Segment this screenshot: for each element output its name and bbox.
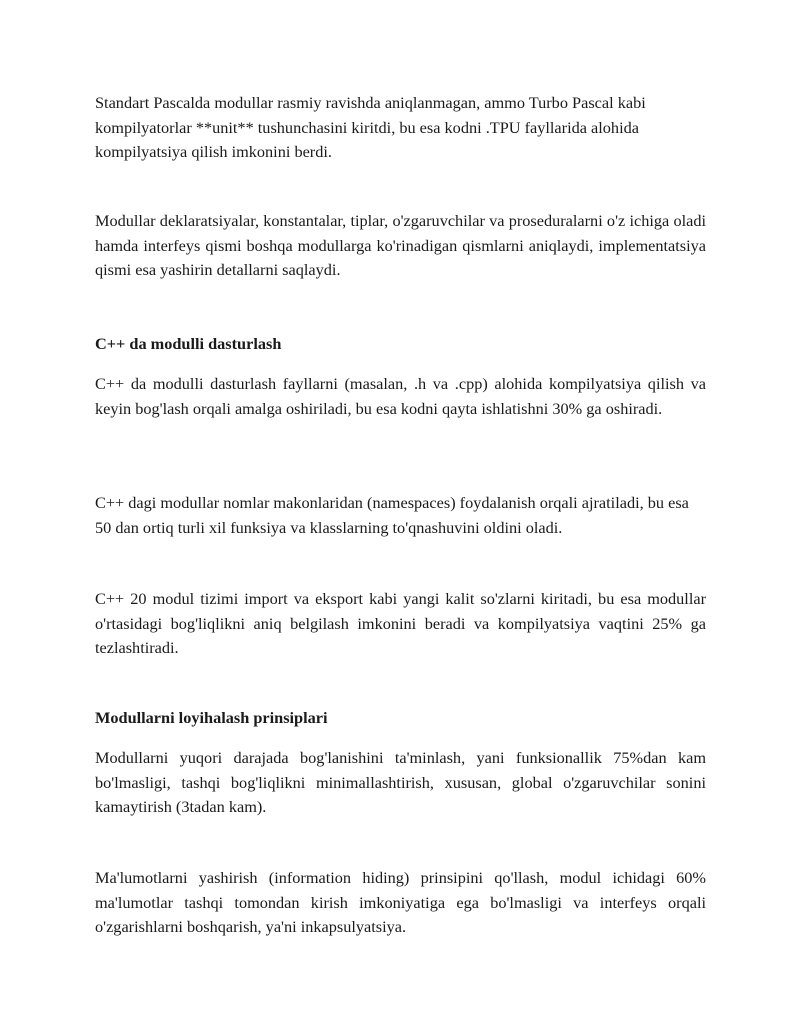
paragraph-cohesion-coupling: Modullarni yuqori darajada bog'lanishini ta'minlash, yani funksionallik 75%dan kam bo'lmasligi, tashqi bog'liqlikni minimallashtirish, xususan, global o'zgaruvchilar sonini kamaytirish (3tadan kam). [95,748,706,816]
paragraph-cpp20-modules: C++ 20 modul tizimi import va eksport kabi yangi kalit so'zlarni kiritadi, bu esa modullar o'rtasidagi bog'liqlikni aniq belgilash imkonini beradi va kompilyatsiya vaqtini 25% ga tezlashtiradi. [95,589,706,657]
paragraph-pascal-units: Standart Pascalda modullar rasmiy ravishda aniqlanmagan, ammo Turbo Pascal kabi kompilyatorlar **unit** tushunchasini kiritdi, bu esa kodni .TPU fayllarida alohida kompilyatsiya qilish imkonini berdi. [95,93,646,161]
paragraph-cpp-namespaces: C++ dagi modullar nomlar makonlaridan (namespaces) foydalanish orqali ajratiladi, bu esa 50 dan ortiq turli xil funksiya va klasslarning to'qnashuvini oldini oladi. [95,493,689,537]
section-heading-cpp: C++ da modulli dasturlash [95,334,282,353]
paragraph-module-contents: Modullar deklaratsiyalar, konstantalar, tiplar, o'zgaruvchilar va proseduralarni o'z ichiga oladi hamda interfeys qismi boshqa modullarga ko'rinadigan qismlarni aniqlaydi, implementatsiya qismi esa yashirin detallarni saqlaydi. [95,211,706,279]
section-heading-design-principles: Modullarni loyihalash prinsiplari [95,708,328,727]
paragraph-cpp-separate-compilation: C++ da modulli dasturlash fayllarni (masalan, .h va .cpp) alohida kompilyatsiya qilish va keyin bog'lash orqali amalga oshiriladi, bu esa kodni qayta ishlatishni 30% ga oshiradi. [95,374,706,418]
paragraph-information-hiding: Ma'lumotlarni yashirish (information hiding) prinsipini qo'llash, modul ichidagi 60% ma'lumotlar tashqi tomondan kirish imkoniyatiga ega bo'lmasligi va interfeys orqali o'zgarishlarni boshqarish, ya'ni inkapsulyatsiya. [95,868,706,936]
